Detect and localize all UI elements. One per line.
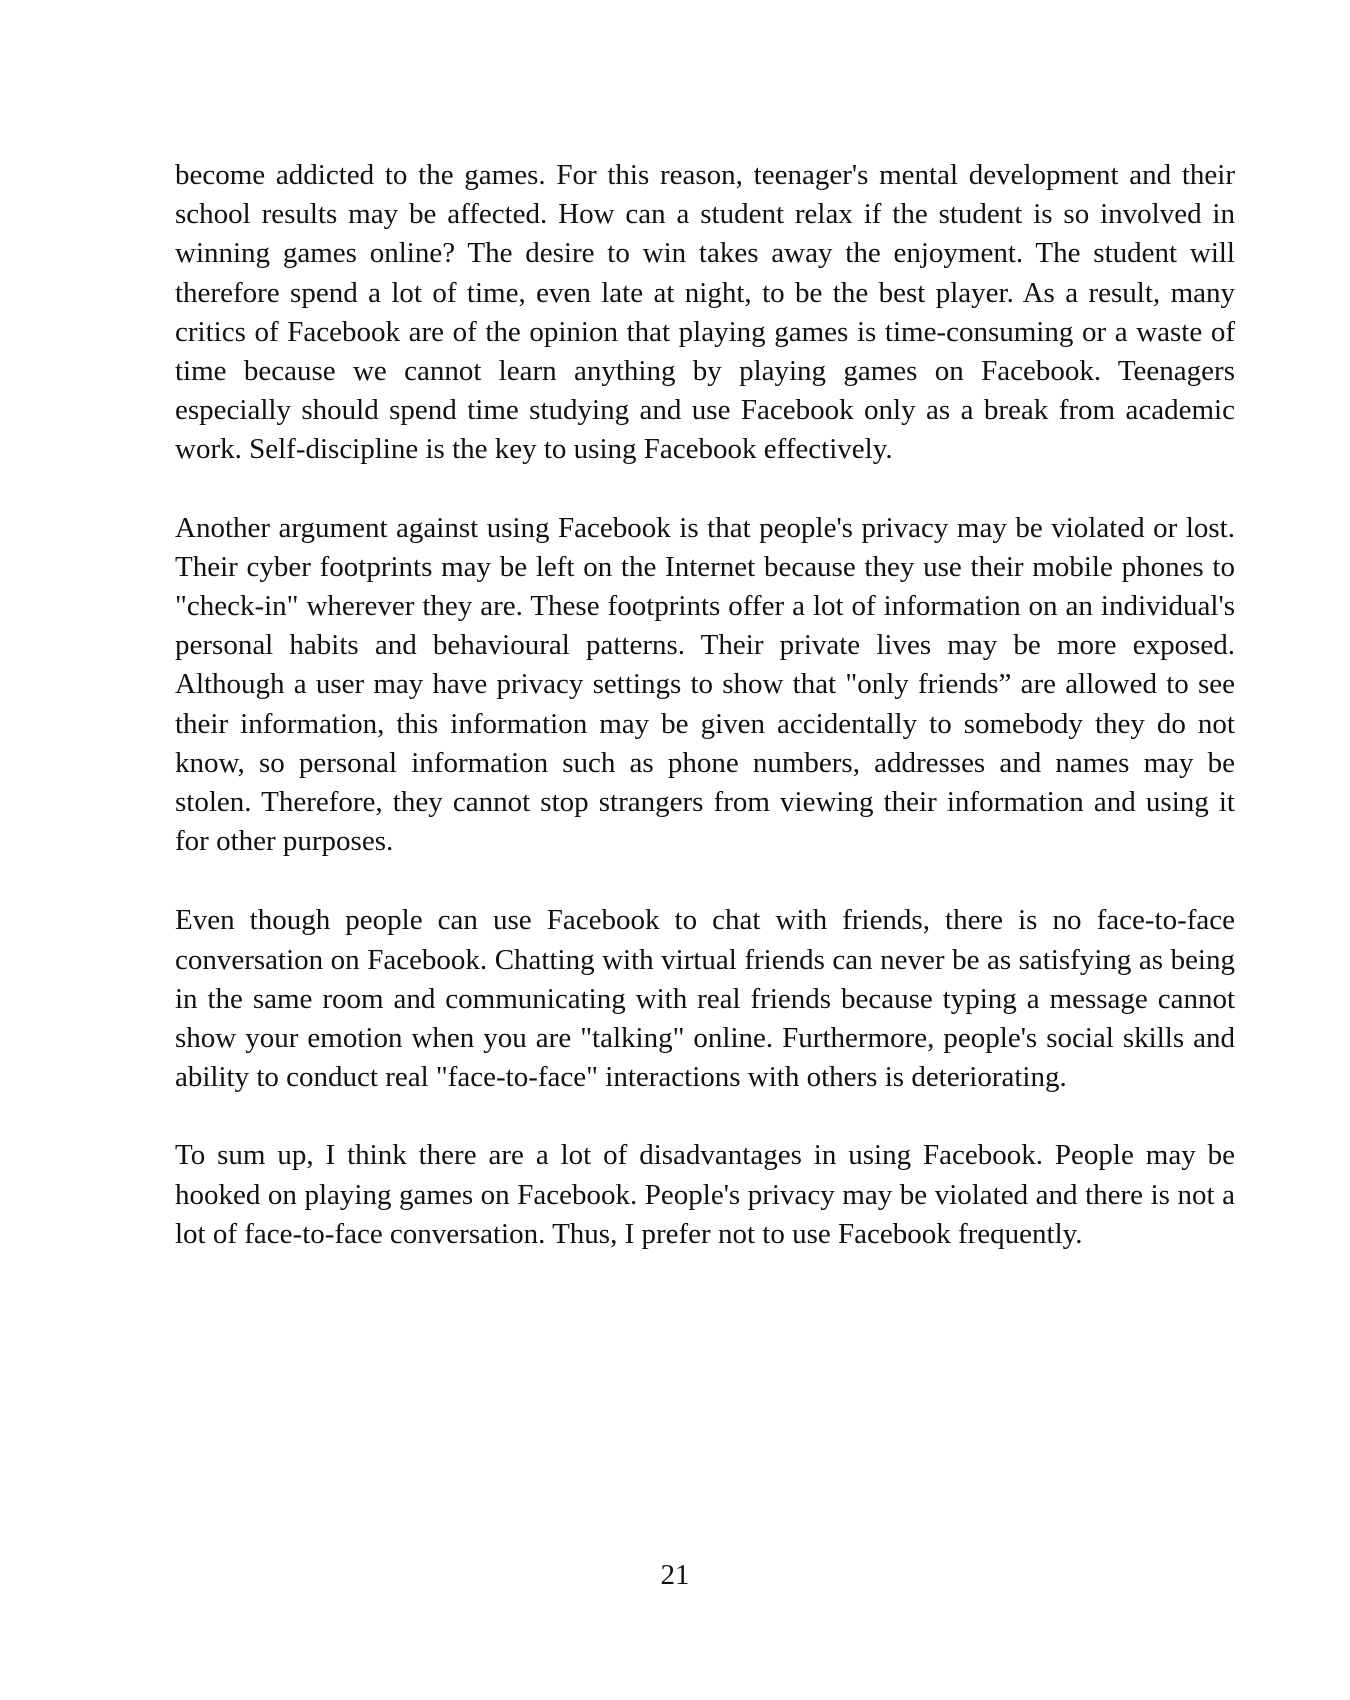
body-text (175, 156, 1235, 1254)
paragraph-3: Even though people can use Facebook to chat with friends, there is no face-to-face conversation on Facebook. Chatting with virtual friends can never be as satisfying as being in the same room and communicating with real friends because typing a message cannot show your emotion when you are "talking" online. Furthermore, people's social skills and ability to conduct real "face-to-face" interactions with others is deteriorating. (175, 904, 1235, 1094)
paragraph-4: To sum up, I think there are a lot of disadvantages in using Facebook. People may be hooked on playing games on Facebook. People's privacy may be violated and there is not a lot of face-to-face conversation. Thus, I prefer not to use Facebook frequently. (175, 1139, 1235, 1250)
paragraph-1: become addicted to the games. For this reason, teenager's mental development and their school results may be affected. How can a student relax if the student is so involved in winning games online? The desire to win takes away the enjoyment. The student will therefore spend a lot of time, even late at night, to be the best player. As a result, many critics of Facebook are of the opinion that playing games is time-consuming or a waste of time because we cannot learn anything by playing games on Facebook. Teenagers especially should spend time studying and use Facebook only as a break from academic work. Self-discipline is the key to using Facebook effectively. (175, 159, 1235, 466)
page-number: 21 (660, 1559, 690, 1591)
paragraph-2: Another argument against using Facebook is that people's privacy may be violated or lost. Their cyber footprints may be left on the Internet because they use their mobile phones to "check-in" wherever they are. These footprints offer a lot of information on an individual's personal habits and behavioural patterns. Their private lives may be more exposed. Although a user may have privacy settings to show that "only friends” are allowed to see their information, this information may be given accidentally to somebody they do not know, so personal information such as phone numbers, addresses and names may be stolen. Therefore, they cannot stop strangers from viewing their information and using it for other purposes. (175, 511, 1235, 858)
